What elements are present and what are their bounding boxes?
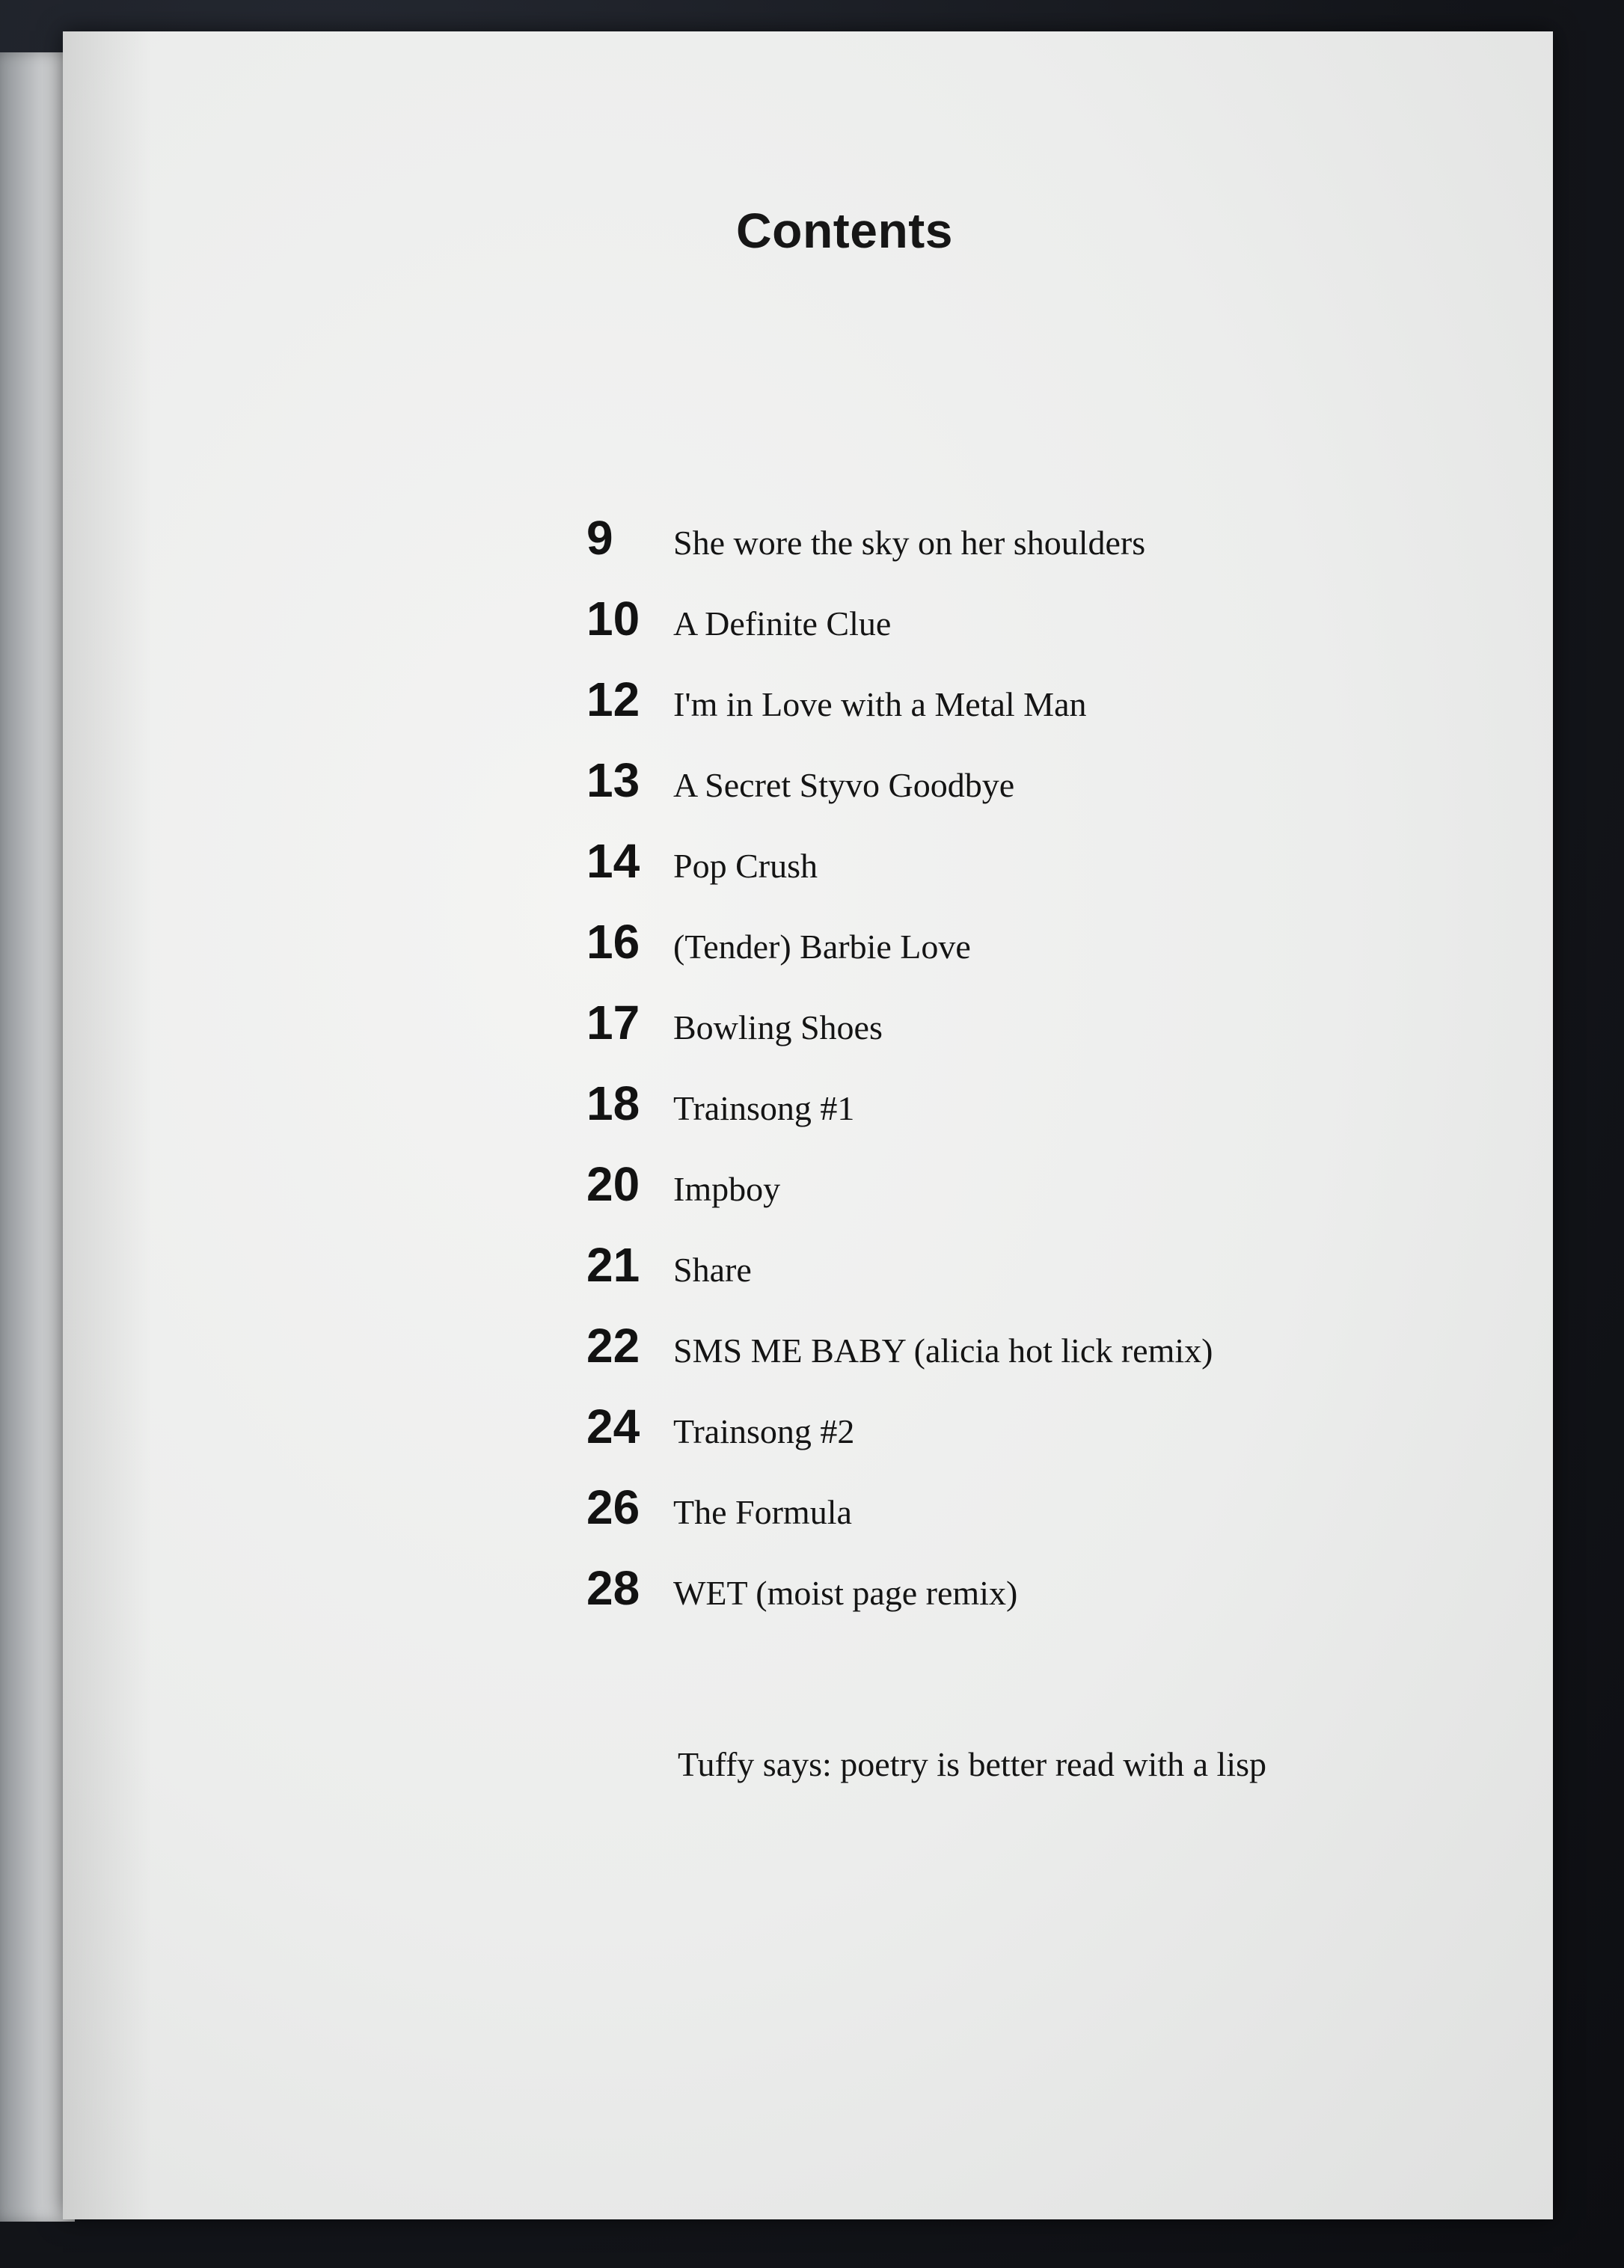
toc-poem-title: Bowling Shoes	[673, 1008, 883, 1046]
toc-poem-title: Trainsong #2	[673, 1412, 855, 1450]
toc-entry	[586, 753, 1514, 833]
toc-entry	[586, 1318, 1514, 1399]
toc-entry	[586, 591, 1514, 672]
toc-entry	[586, 914, 1514, 995]
toc-poem-title: Pop Crush	[673, 847, 818, 885]
page-title: Contents	[736, 203, 953, 258]
toc-page-number: 13	[586, 753, 640, 807]
footnote: Tuffy says: poetry is better read with a lisp	[678, 1745, 1267, 1783]
toc-page-number: 22	[586, 1319, 640, 1373]
toc-entry	[586, 995, 1514, 1076]
table-of-contents	[586, 510, 1514, 1641]
toc-poem-title: SMS ME BABY (alicia hot lick remix)	[673, 1331, 1213, 1370]
toc-page-number: 12	[586, 672, 640, 726]
toc-page-number: 24	[586, 1400, 640, 1453]
toc-page-number: 18	[586, 1076, 640, 1130]
toc-poem-title: A Secret Styvo Goodbye	[673, 766, 1015, 804]
toc-entry	[586, 1076, 1514, 1156]
toc-poem-title: A Definite Clue	[673, 604, 892, 643]
toc-page-number: 21	[586, 1238, 640, 1292]
toc-page-number: 20	[586, 1157, 640, 1211]
toc-entry	[586, 1560, 1514, 1641]
toc-entry	[586, 1156, 1514, 1237]
toc-poem-title: Share	[673, 1251, 752, 1289]
toc-entry	[586, 672, 1514, 753]
toc-poem-title: WET (moist page remix)	[673, 1574, 1018, 1612]
toc-poem-title: I'm in Love with a Metal Man	[673, 685, 1087, 723]
toc-entry	[586, 1399, 1514, 1480]
toc-entry	[586, 510, 1514, 591]
toc-poem-title: Trainsong #1	[673, 1089, 855, 1127]
toc-poem-title: The Formula	[673, 1493, 852, 1531]
toc-page-number: 26	[586, 1480, 640, 1534]
toc-page-number: 17	[586, 996, 640, 1049]
toc-page-number: 14	[586, 834, 640, 888]
toc-page-number: 16	[586, 915, 640, 969]
toc-page-number: 10	[586, 592, 640, 646]
toc-page-number: 28	[586, 1561, 640, 1615]
book-page	[63, 31, 1553, 2219]
toc-page-number: 9	[586, 511, 613, 565]
toc-entry	[586, 833, 1514, 914]
toc-entry	[586, 1237, 1514, 1318]
toc-poem-title: (Tender) Barbie Love	[673, 928, 971, 966]
toc-poem-title: Impboy	[673, 1170, 781, 1208]
toc-entry	[586, 1480, 1514, 1560]
toc-poem-title: She wore the sky on her shoulders	[673, 524, 1146, 562]
